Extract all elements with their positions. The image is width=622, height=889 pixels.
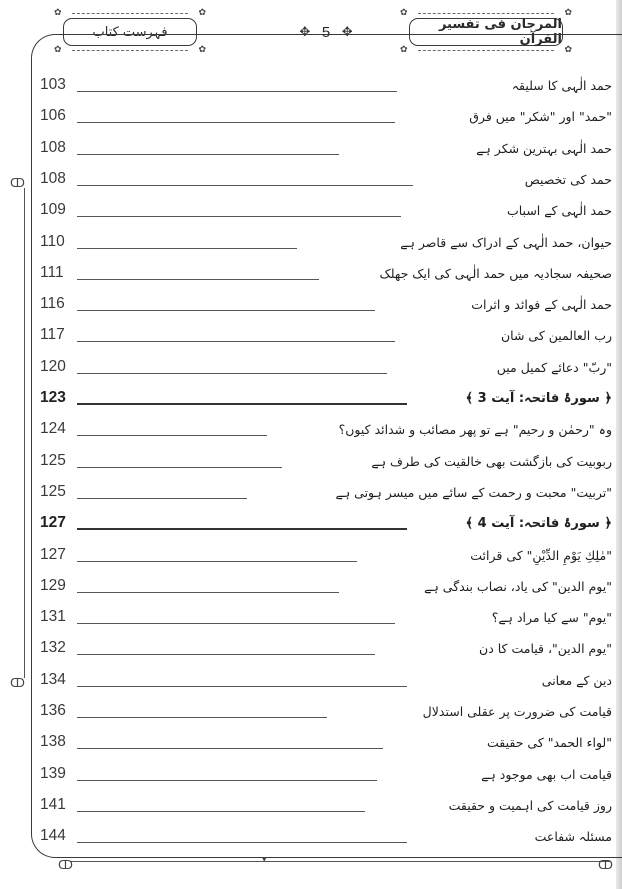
toc-page-number: 136	[40, 702, 66, 719]
toc-entry	[40, 540, 616, 566]
toc-leader-line	[77, 91, 397, 92]
toc-entry	[40, 133, 616, 159]
toc-entry	[40, 821, 616, 847]
toc-page-number: 139	[40, 764, 66, 782]
toc-leader-line	[77, 373, 387, 374]
toc-entry-title: دین کے معانی	[541, 672, 612, 688]
toc-entry	[40, 446, 616, 472]
center-ornament-icon: ▾	[262, 855, 267, 865]
toc-leader-line	[77, 528, 407, 530]
toc-entry-title: وہ "رحمٰن و رحیم" ہے تو پھر مصائب و شدائد کیوں؟	[338, 422, 612, 438]
toc-page-number: 144	[40, 827, 66, 845]
toc-page-number: 131	[40, 608, 66, 626]
corner-ornament-icon: ✿	[564, 8, 572, 18]
toc-entry-title: "حمد" اور "شکر" میں فرق	[469, 109, 612, 125]
toc-entry	[40, 477, 616, 503]
toc-leader-line	[77, 811, 365, 812]
toc-entry-title: مسئلہ شفاعت	[534, 829, 612, 845]
toc-entry	[40, 571, 616, 597]
toc-entry	[40, 633, 616, 659]
toc-entry	[40, 790, 616, 816]
page-number: 5	[321, 23, 331, 41]
toc-entry-title: ربوبیت کی بازگشت بھی خالقیت کی طرف ہے	[371, 453, 612, 469]
toc-leader-line	[77, 780, 377, 781]
toc-entry	[40, 195, 616, 221]
toc-entry-title: حمد الٰہی کا سلیقہ	[511, 78, 612, 93]
toc-section-heading	[40, 383, 616, 409]
toc-leader-line	[77, 748, 383, 749]
toc-leader-line	[77, 216, 401, 217]
toc-entry	[40, 696, 616, 722]
corner-ornament-icon: ✿	[400, 45, 408, 55]
toc-entry-title: "یوم الدین" کی یاد، نصاب بندگی ہے	[424, 578, 612, 594]
toc-page-number: 124	[40, 420, 66, 438]
toc-leader-line	[77, 185, 413, 186]
toc-page-number: 108	[40, 169, 66, 187]
toc-page-number: 120	[40, 357, 66, 375]
toc-entry-title: حمد الٰہی کے اسباب	[506, 203, 612, 219]
toc-entry-title: "تربیت" محبت و رحمت کے سائے میں میسر ہوتی ہے	[335, 484, 612, 500]
toc-page-number: 110	[40, 232, 65, 250]
toc-entry	[40, 727, 616, 753]
toc-page-number: 138	[40, 733, 66, 751]
toc-entry-title: حمد کی تخصیص	[524, 171, 612, 187]
toc-entry	[40, 665, 616, 691]
toc-entry-title: رب العالمین کی شان	[501, 328, 612, 344]
toc-entry	[40, 101, 616, 127]
toc-entry	[40, 759, 616, 785]
toc-leader-line	[77, 435, 267, 436]
toc-leader-line	[77, 686, 407, 687]
toc-entry-title: صحیفہ سجادیہ میں حمد الٰہی کی ایک جھلک	[379, 265, 612, 281]
toc-leader-line	[77, 842, 407, 843]
toc-entry-title: "مٰلِكِ يَوْمِ الدِّيْنِ" کی قرائت	[470, 547, 612, 563]
toc-leader-line	[77, 498, 247, 499]
toc-page-number: 109	[40, 201, 66, 219]
toc-page-number: 141	[40, 795, 66, 813]
toc-page-number: 125	[40, 482, 66, 500]
toc-leader-line	[77, 122, 395, 123]
toc-entry-title: حیوان، حمد الٰہی کے ادراک سے قاصر ہے	[400, 234, 612, 250]
corner-ornament-icon: ✿	[54, 45, 62, 55]
toc-entry-title: قیامت کی ضرورت پر عقلی استدلال	[422, 704, 612, 719]
toc-entry-title: "یوم الدین"، قیامت کا دن	[479, 641, 612, 657]
toc-page-number: 125	[40, 451, 66, 469]
toc-page-number: 127	[40, 545, 66, 563]
toc-entry	[40, 227, 616, 253]
toc-page-number: 106	[40, 107, 66, 125]
section-title: فہرست کتاب	[92, 24, 168, 40]
toc-leader-line	[77, 341, 395, 342]
corner-ornament-icon: ✿	[400, 8, 408, 18]
toc-entry-title: حمد الٰہی بہترین شکر ہے	[476, 140, 612, 156]
toc-page-number: 134	[40, 670, 66, 688]
toc-leader-line	[77, 279, 319, 280]
toc-leader-line	[77, 248, 297, 249]
toc-entry	[40, 414, 616, 440]
toc-entry	[40, 352, 616, 378]
toc-leader-line	[77, 467, 282, 468]
toc-entry	[40, 258, 616, 284]
corner-ornament-icon: ✿	[564, 45, 572, 55]
scroll-ornament-icon: ↀ	[58, 858, 73, 872]
toc-entry	[40, 70, 616, 96]
toc-leader-line	[77, 592, 339, 593]
toc-leader-line	[77, 623, 395, 624]
corner-ornament-icon: ✿	[198, 8, 206, 18]
toc-entry-title: حمد الٰہی کے فوائد و اثرات	[471, 297, 612, 313]
toc-page-number: 132	[40, 639, 66, 657]
toc-entry	[40, 289, 616, 315]
toc-page-number: 103	[40, 76, 66, 93]
corner-ornament-icon: ✿	[198, 45, 206, 55]
toc-leader-line	[77, 654, 375, 655]
toc-leader-line	[77, 561, 357, 562]
toc-entry-title: ﴿ سورۂ فاتحہ: آیت 3 ﴾	[465, 391, 612, 406]
toc-page-number: 108	[40, 138, 66, 156]
toc-page-number: 116	[40, 295, 65, 313]
toc-section-heading	[40, 508, 616, 534]
toc-entry	[40, 320, 616, 346]
toc-page-number: 129	[40, 576, 66, 594]
scroll-ornament-icon: ↀ	[598, 858, 613, 872]
toc-leader-line	[77, 717, 327, 718]
toc-page-number: 117	[40, 326, 65, 344]
toc-leader-line	[77, 154, 339, 155]
toc-entry-title: "لواء الحمد" کی حقیقت	[487, 735, 612, 751]
toc-leader-line	[77, 310, 375, 311]
toc-page-number: 111	[40, 263, 64, 281]
toc-leader-line	[77, 403, 407, 405]
toc-entry	[40, 164, 616, 190]
toc-entry-title: "ربّ" دعائے کمیل میں	[496, 359, 612, 375]
corner-ornament-icon: ✿	[54, 8, 62, 18]
toc-page-number: 127	[40, 514, 66, 532]
toc-entry-title: "یوم" سے کیا مراد ہے؟	[491, 610, 612, 626]
toc-entry-title: روز قیامت کی اہمیت و حقیقت	[448, 797, 612, 813]
toc-page-number: 123	[40, 389, 66, 406]
scroll-ornament-icon: ↀ	[10, 176, 25, 190]
book-title: المرجان فی تفسیر القرآن	[438, 17, 562, 47]
toc-entry-title: قیامت اب بھی موجود ہے	[481, 766, 612, 782]
toc-entry-title: ﴿ سورۂ فاتحہ: آیت 4 ﴾	[465, 516, 612, 532]
toc-entry	[40, 602, 616, 628]
scroll-ornament-icon: ↀ	[10, 676, 25, 690]
